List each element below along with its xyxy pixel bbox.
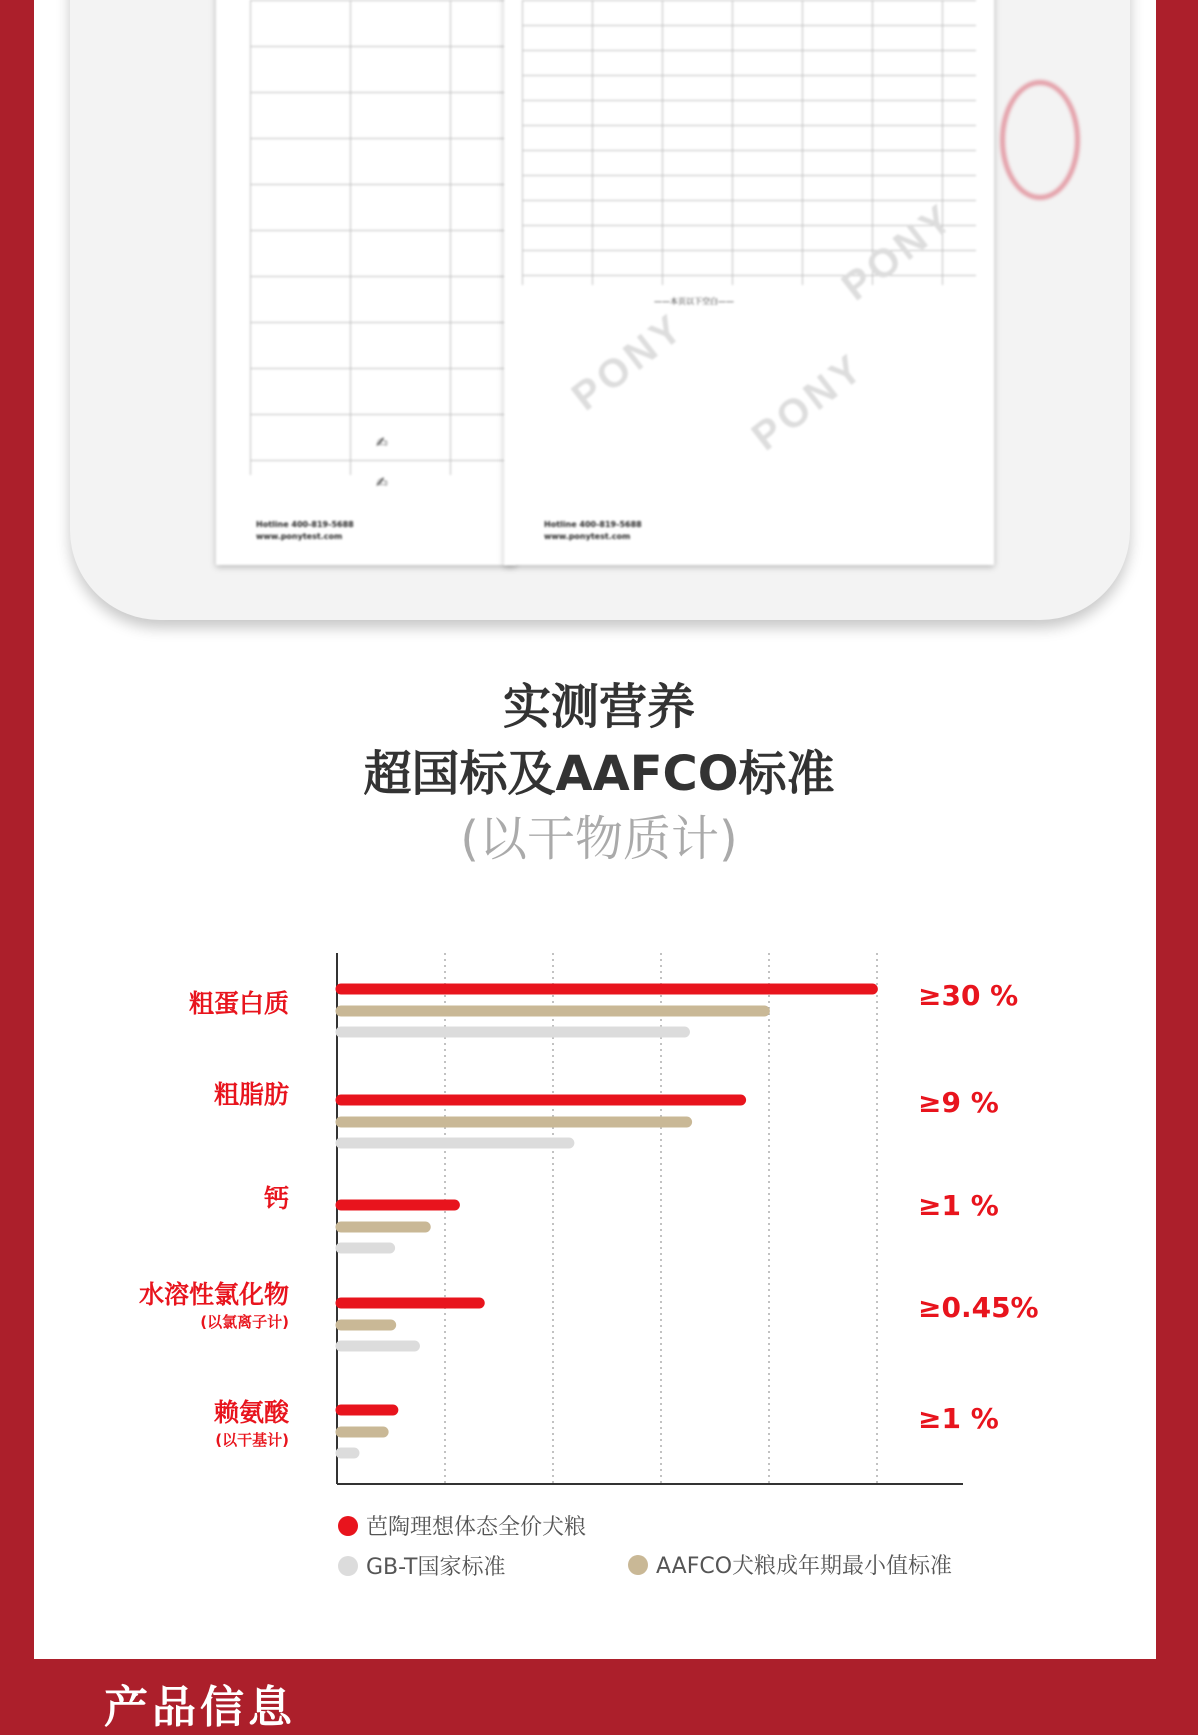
category-note: (以氯离子计) — [200, 1313, 289, 1331]
report-watermark: PONY — [563, 304, 693, 420]
legend-marker — [338, 1516, 358, 1536]
report-watermark: PONY — [833, 194, 963, 310]
legend-label: AAFCO犬粮成年期最小值标准 — [656, 1554, 953, 1579]
headline-line-3: (以干物质计) — [460, 811, 738, 867]
category-note: (以干基计) — [215, 1431, 289, 1449]
signature-2: ✍ — [376, 475, 388, 491]
section-title-product-info: 产品信息 — [104, 1682, 296, 1733]
standard-value: ≥1 % — [918, 1402, 999, 1435]
legend-marker — [338, 1556, 358, 1576]
headline-line-1: 实测营养 — [502, 679, 695, 735]
legend-marker — [628, 1555, 648, 1575]
category-label: 钙 — [263, 1184, 289, 1213]
report-site: www.ponytest.com — [544, 532, 631, 541]
headline-line-2: 超国标及AAFCO标准 — [363, 746, 835, 802]
report-hotline: Hotline 400-819-5688 — [544, 520, 642, 529]
report-footer-note: ——本页以下空白—— — [654, 297, 734, 306]
report-hotline: Hotline 400-819-5688 — [256, 520, 354, 529]
standard-value: ≥9 % — [918, 1086, 999, 1119]
report-site: www.ponytest.com — [256, 532, 343, 541]
report-watermark: PONY — [743, 344, 873, 460]
category-label: 粗蛋白质 — [188, 989, 289, 1018]
standard-value: ≥1 % — [918, 1189, 999, 1222]
signature-1: ✍ — [376, 435, 388, 451]
category-label: 水溶性氯化物 — [138, 1280, 289, 1309]
standard-value: ≥0.45% — [918, 1291, 1039, 1324]
category-label: 粗脂肪 — [213, 1080, 289, 1109]
legend-label: 芭陶理想体态全价犬粮 — [366, 1515, 587, 1540]
category-label: 赖氨酸 — [213, 1398, 289, 1427]
legend-label: GB-T国家标准 — [366, 1555, 506, 1580]
standard-value: ≥30 % — [918, 979, 1019, 1012]
